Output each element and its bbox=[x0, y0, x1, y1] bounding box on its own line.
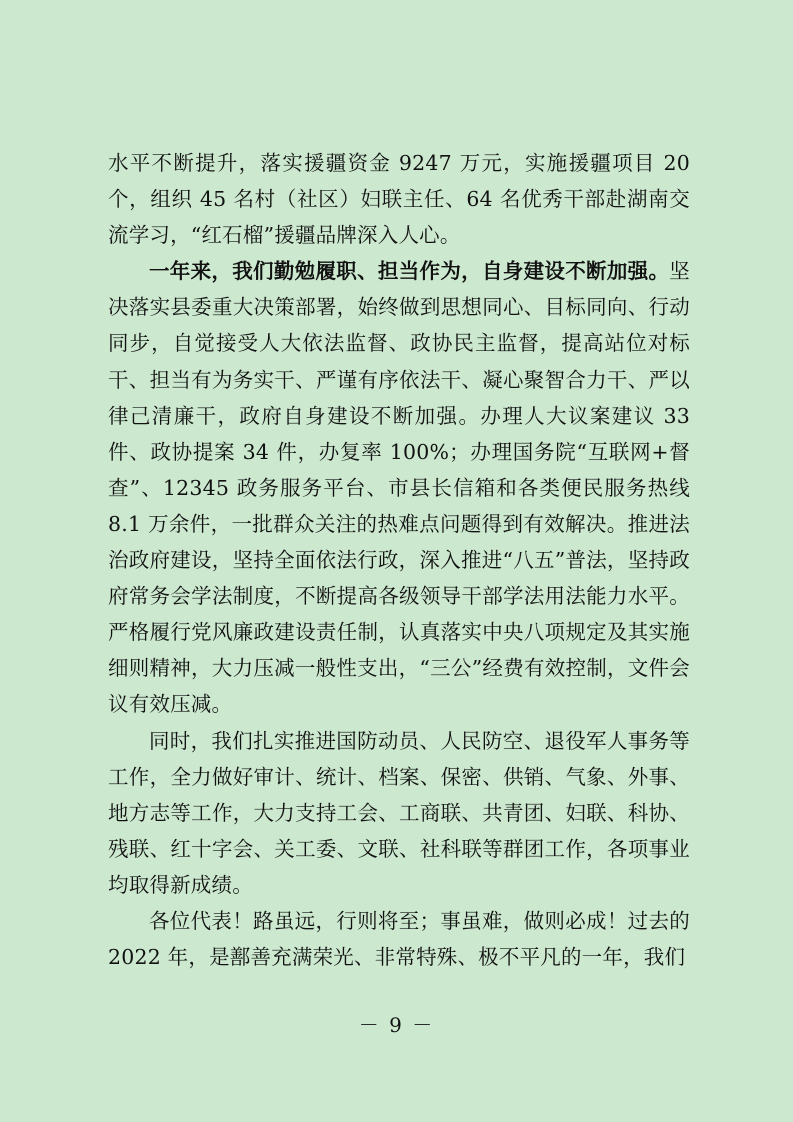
paragraph-text: 同时，我们扎实推进国防动员、人民防空、退役军人事务等工作，全力做好审计、统计、档案、保密、供销、气象、外事、地方志等工作，大力支持工会、工商联、共青团、妇联、科协、残联、红十字会、关工委、文联、社科联等群团工作，各项事业均取得新成绩。 bbox=[108, 728, 690, 897]
paragraph-text: 水平不断提升，落实援疆资金 9247 万元，实施援疆项目 20 个，组织 45 名村（社区）妇联主任、64 名优秀干部赴湖南交流学习，“红石榴”援疆品牌深入人心。 bbox=[108, 151, 690, 248]
paragraph-other-work bbox=[108, 723, 690, 903]
paragraph-continued bbox=[108, 145, 690, 253]
paragraph-self-building bbox=[108, 253, 690, 722]
paragraph-text: 坚决落实县委重大决策部署，始终做到思想同心、目标同向、行动同步，自觉接受人大依法监督、政协民主监督，提高站位对标干、担当有为务实干、严谨有序依法干、凝心聚智合力干、严以律己清廉干，政府自身建设不断加强。办理人大议案建议 33 件、政协提案 34 件，办复率 100%；办理国务院“互联网+督查”、12345 政务服务平台、市县长信箱和各类便民服务热线 8.1 万余件，一批群众关注的热难点问题得到有效解决。推进法治政府建设，坚持全面依法行政，深入推进“八五”普法，坚持政府常务会学法制度，不断提高各级领导干部学法用法能力水平。严格履行党风廉政建设责任制，认真落实中央八项规定及其实施细则精神，大力压减一般性支出，“三公”经费有效控制，文件会议有效压减。 bbox=[108, 259, 690, 717]
paragraph-text: 各位代表！路虽远，行则将至；事虽难，做则必成！过去的 2022 年，是鄯善充满荣光、非常特殊、极不平凡的一年，我们 bbox=[108, 908, 690, 970]
page-number: － 9 － bbox=[358, 1013, 435, 1037]
body-text bbox=[108, 145, 690, 975]
paragraph-lead-sentence: 一年来，我们勤勉履职、担当作为，自身建设不断加强。 bbox=[149, 259, 670, 284]
paragraph-address-delegates bbox=[108, 903, 690, 975]
